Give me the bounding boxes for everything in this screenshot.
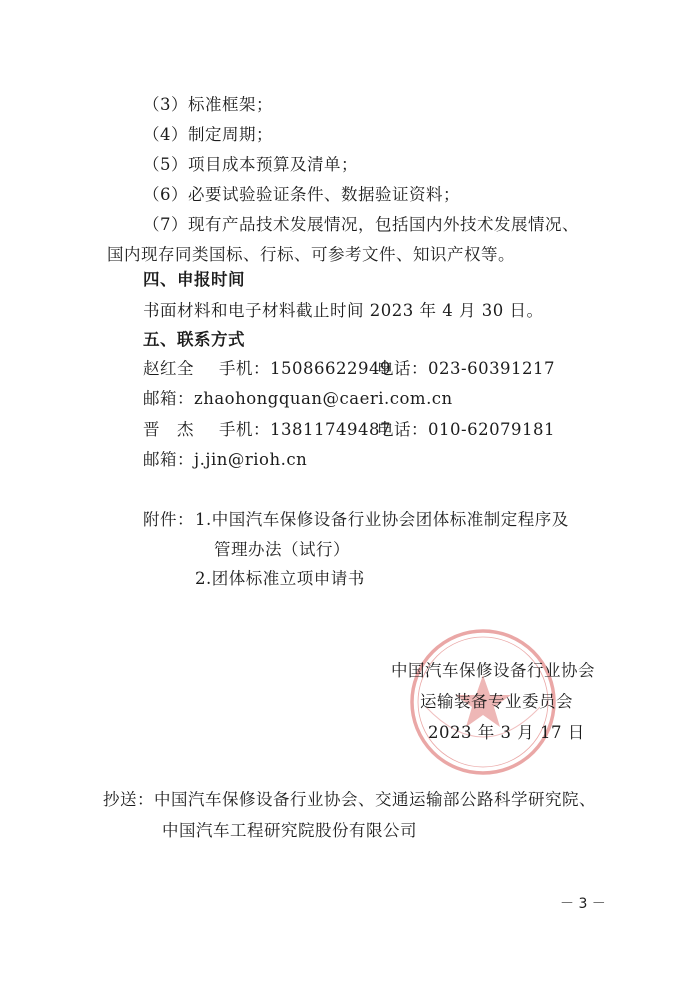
contact-name: 晋 杰 (143, 420, 194, 439)
signature-org2: 运输装备专业委员会 (420, 692, 573, 711)
contact-mobile: 手机：15086622949 (219, 359, 391, 378)
contact-phone: 电话：010-62079181 (377, 420, 556, 439)
signature-date: 2023 年 3 月 17 日 (428, 723, 585, 742)
signature-org1: 中国汽车保修设备行业协会 (391, 661, 595, 680)
requirement-item-7-cont: 国内现存同类国标、行标、可参考文件、知识产权等。 (107, 245, 515, 264)
contact-email-1: 邮箱：zhaohongquan@caeri.com.cn (143, 389, 453, 408)
requirement-item-3: （3）标准框架； (143, 95, 273, 114)
section4-heading: 四、申报时间 (143, 270, 245, 289)
section5-heading: 五、联系方式 (143, 330, 245, 349)
requirement-item-6: （6）必要试验验证条件、数据验证资料； (143, 185, 460, 204)
attachment-item-1-cont: 管理办法（试行） (214, 540, 350, 559)
attachment-item-1: 1.中国汽车保修设备行业协会团体标准制定程序及 (195, 510, 569, 529)
contact-mobile: 手机：13811749487 (219, 420, 391, 439)
attachment-item-2: 2.团体标准立项申请书 (195, 569, 365, 588)
contact-row-2 (143, 418, 555, 442)
contact-phone: 电话：023-60391217 (377, 359, 556, 378)
requirement-item-4: （4）制定周期； (143, 125, 273, 144)
requirement-item-5: （5）项目成本预算及清单； (143, 155, 358, 174)
attachments-label: 附件： (143, 510, 194, 529)
contact-row-1 (143, 357, 555, 381)
page-number: － 3 － (560, 896, 606, 912)
contact-email-2: 邮箱：j.jin@rioh.cn (143, 450, 308, 469)
contact-name: 赵红全 (143, 359, 194, 378)
cc-line-1: 抄送：中国汽车保修设备行业协会、交通运输部公路科学研究院、 (103, 790, 596, 809)
cc-line-2: 中国汽车工程研究院股份有限公司 (162, 821, 417, 840)
section4-text: 书面材料和电子材料截止时间 2023 年 4 月 30 日。 (143, 301, 544, 320)
requirement-item-7: （7）现有产品技术发展情况，包括国内外技术发展情况、 (143, 215, 579, 234)
